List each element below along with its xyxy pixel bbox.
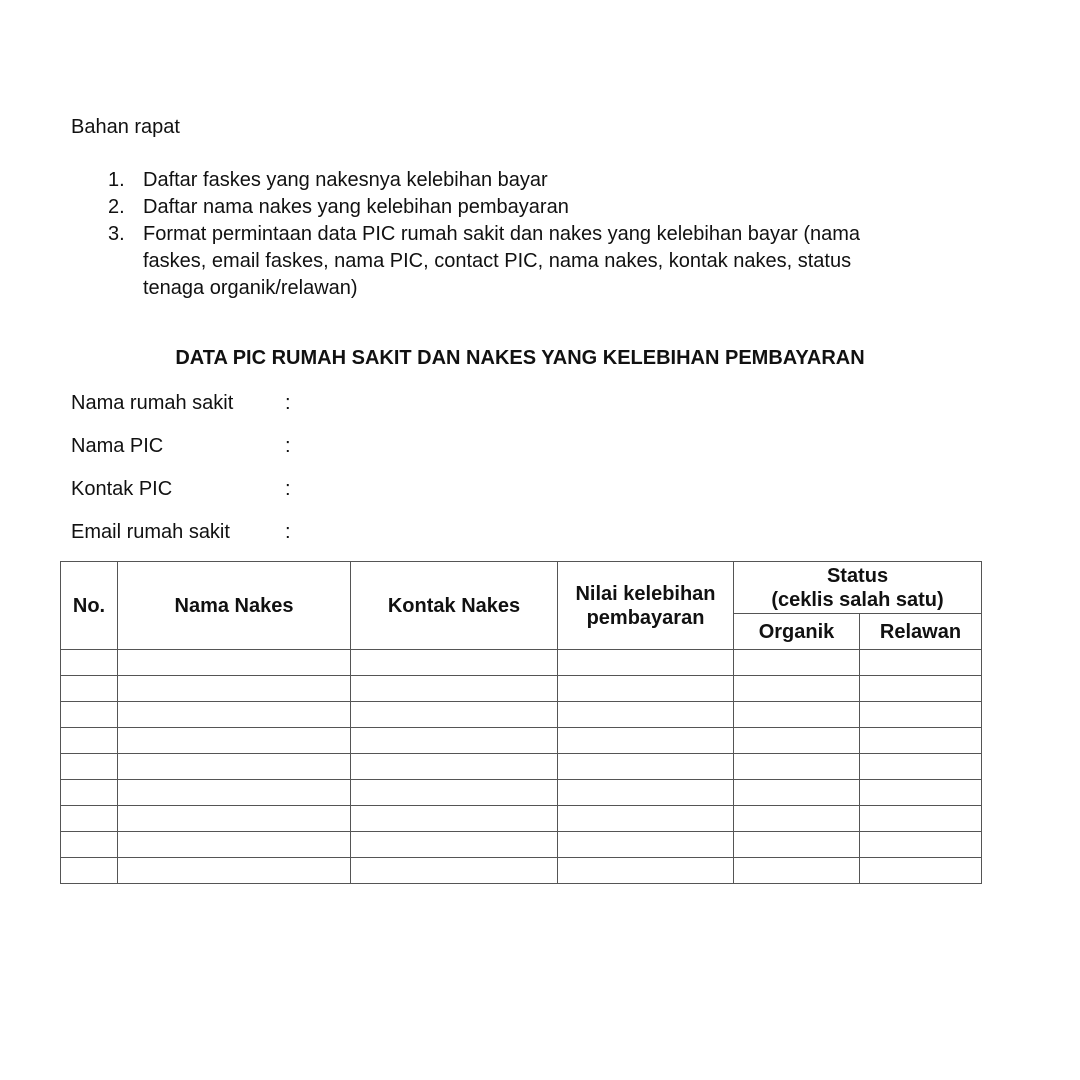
table-cell[interactable] [351,702,558,728]
field-separator: : [285,478,291,500]
header-status-line2: (ceklis salah satu) [771,588,944,611]
field-separator: : [285,521,291,543]
table-cell[interactable] [351,858,558,884]
header-no: No. [61,562,118,650]
table-cell[interactable] [860,858,982,884]
table-cell[interactable] [558,702,734,728]
table-cell[interactable] [558,676,734,702]
header-nilai [558,562,734,650]
table-cell[interactable] [860,754,982,780]
table-cell[interactable] [351,676,558,702]
table-cell[interactable] [351,728,558,754]
table-cell[interactable] [860,832,982,858]
header-status-line1: Status [826,564,889,587]
table-cell[interactable] [860,728,982,754]
table-cell[interactable] [351,832,558,858]
table-cell[interactable] [734,728,860,754]
item-text: Daftar faskes yang nakesnya kelebihan bayar [143,169,548,191]
table-cell[interactable] [558,754,734,780]
table-cell[interactable] [734,754,860,780]
table-cell[interactable] [118,858,351,884]
table-cell[interactable] [118,676,351,702]
table-cell[interactable] [351,754,558,780]
table-cell[interactable] [734,780,860,806]
item-number: 2. [108,196,125,218]
table-cell[interactable] [860,702,982,728]
table-row [61,806,982,832]
field-separator: : [285,435,291,457]
table-cell[interactable] [558,650,734,676]
table-cell[interactable] [734,832,860,858]
table-row [61,676,982,702]
table-cell[interactable] [118,806,351,832]
table-row [61,650,982,676]
intro-title: Bahan rapat [71,116,180,138]
table-row [61,858,982,884]
table-cell[interactable] [860,780,982,806]
field-label: Email rumah sakit [71,521,230,543]
table-cell[interactable] [61,702,118,728]
table-cell[interactable] [61,728,118,754]
table-row [61,832,982,858]
header-organik: Organik [734,614,860,650]
field-label: Kontak PIC [71,478,173,500]
table-cell[interactable] [860,650,982,676]
nakes-table [60,561,982,884]
table-row [61,728,982,754]
table-cell[interactable] [558,858,734,884]
item-text: Format permintaan data PIC rumah sakit dan nakes yang kelebihan bayar (nama [143,223,861,245]
table-cell[interactable] [118,650,351,676]
table-cell[interactable] [734,650,860,676]
table-cell[interactable] [118,728,351,754]
table-cell[interactable] [118,754,351,780]
form-title: DATA PIC RUMAH SAKIT DAN NAKES YANG KELEBIHAN PEMBAYARAN [175,347,865,369]
table-cell[interactable] [734,676,860,702]
item-number: 3. [108,223,125,245]
header-nama-nakes: Nama Nakes [118,562,351,650]
item-text: faskes, email faskes, nama PIC, contact PIC, nama nakes, kontak nakes, status [143,250,852,272]
table-row [61,780,982,806]
table-cell[interactable] [61,806,118,832]
item-text: tenaga organik/relawan) [143,277,358,299]
table-cell[interactable] [734,806,860,832]
table-cell[interactable] [734,702,860,728]
table-cell[interactable] [61,832,118,858]
table-cell[interactable] [860,806,982,832]
table-cell[interactable] [118,702,351,728]
table-cell[interactable] [61,858,118,884]
header-relawan: Relawan [860,614,982,650]
field-label: Nama PIC [71,435,164,457]
table-row [61,754,982,780]
header-kontak-nakes: Kontak Nakes [351,562,558,650]
item-number: 1. [108,169,125,191]
header-nilai-line1: Nilai kelebihan [575,582,716,605]
table-cell[interactable] [558,780,734,806]
table-cell[interactable] [118,832,351,858]
table-row [61,702,982,728]
table-cell[interactable] [61,650,118,676]
table-cell[interactable] [734,858,860,884]
table-cell[interactable] [118,780,351,806]
table-cell[interactable] [860,676,982,702]
table-cell[interactable] [558,832,734,858]
header-status [734,562,982,614]
table-cell[interactable] [61,754,118,780]
table-cell[interactable] [558,806,734,832]
table-cell[interactable] [351,806,558,832]
field-label: Nama rumah sakit [71,392,234,414]
table-cell[interactable] [61,780,118,806]
table-cell[interactable] [351,780,558,806]
field-separator: : [285,392,291,414]
header-nilai-line2: pembayaran [586,606,705,629]
table-cell[interactable] [558,728,734,754]
table-cell[interactable] [351,650,558,676]
table-cell[interactable] [61,676,118,702]
item-text: Daftar nama nakes yang kelebihan pembayaran [143,196,569,218]
